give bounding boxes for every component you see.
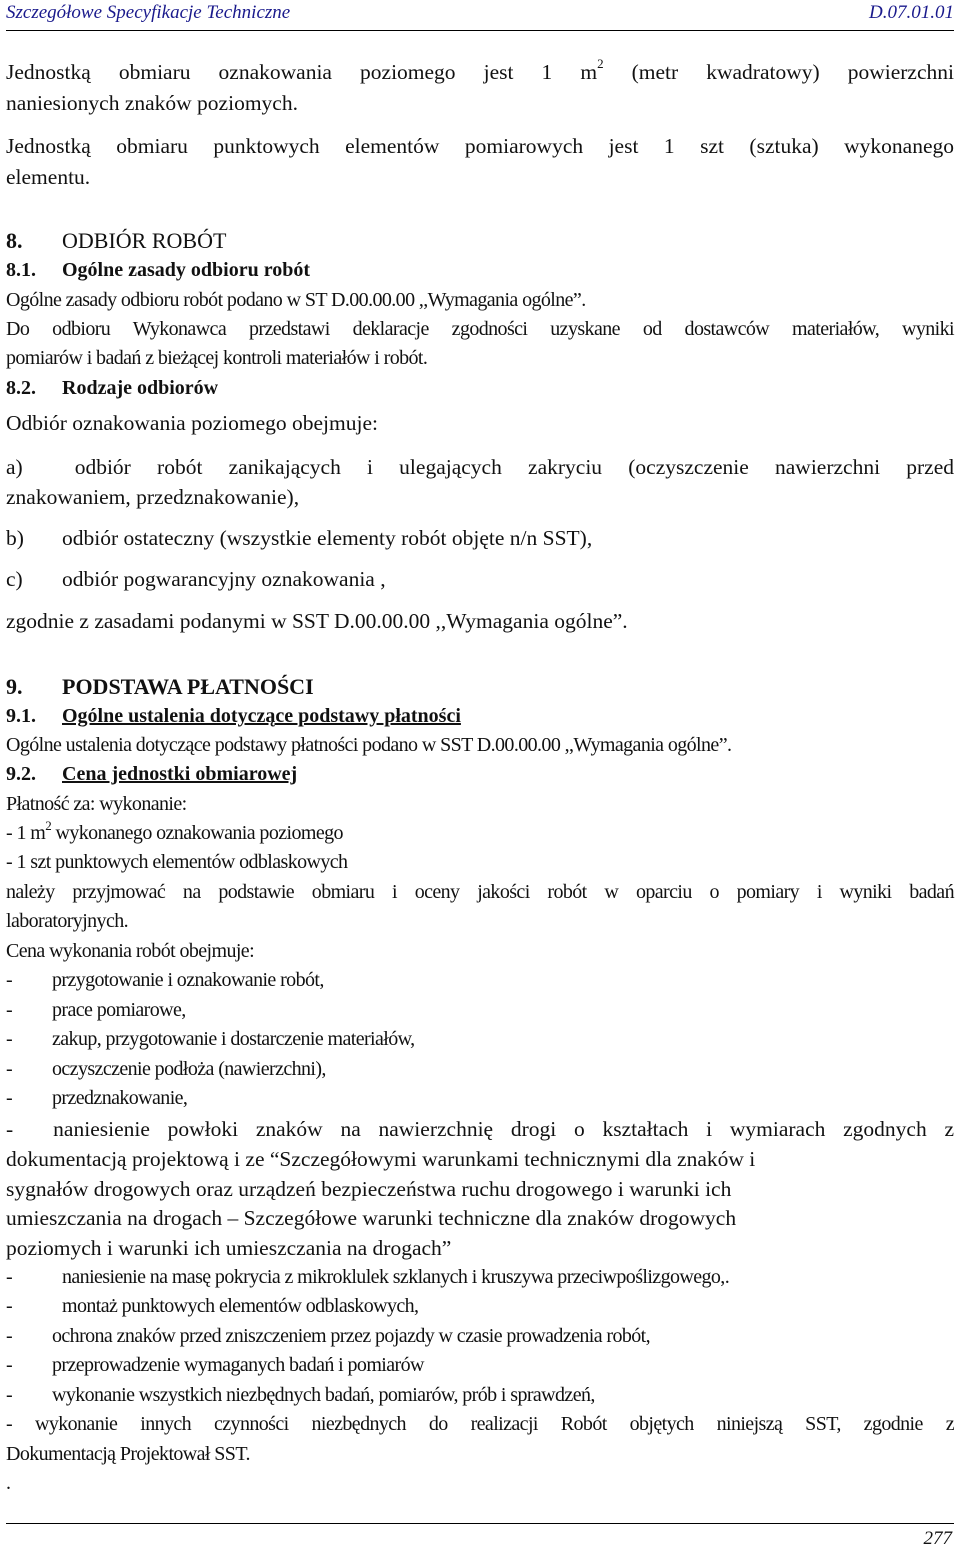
list-item: c) odbiór pogwarancyjny oznakowania , [6, 567, 386, 591]
list-item: - wykonanie wszystkich niezbędnych badań, pomiarów, prób i sprawdzeń, [6, 1384, 595, 1406]
paragraph-line: - 1 szt punktowych elementów odblaskowych [6, 851, 348, 873]
list-item-continuation: Dokumentacją Projektował SST. [6, 1443, 250, 1465]
list-item: - zakup, przygotowanie i dostarczenie materiałów, [6, 1028, 415, 1050]
list-item: - przeprowadzenie wymaganych badań i pomiarów [6, 1354, 424, 1376]
list-item: a) odbiór robót zanikających i ulegających zakryciu (oczyszczenie nawierzchni przed [6, 455, 954, 479]
subsection-heading: 8.2. Rodzaje odbiorów [6, 377, 219, 399]
paragraph-line: laboratoryjnych. [6, 910, 129, 932]
list-item: - montaż punktowych elementów odblaskowych, [6, 1295, 419, 1317]
list-item: b) odbiór ostateczny (wszystkie elementy robót objęte n/n SST), [6, 526, 593, 550]
document-code: D.07.01.01 [869, 2, 954, 23]
list-item: - oczyszczenie podłoża (nawierzchni), [6, 1058, 326, 1080]
list-item-continuation: umieszczania na drogach – Szczegółowe warunki techniczne dla znaków drogowych [6, 1206, 737, 1230]
paragraph-line: zgodnie z zasadami podanymi w SST D.00.00.00 ,,Wymagania ogólne”. [6, 609, 628, 633]
paragraph-line: należy przyjmować na podstawie obmiaru i oceny jakości robót w oparciu o pomiary i wyniki badań [6, 881, 954, 903]
paragraph-line: Do odbioru Wykonawca przedstawi deklaracje zgodności uzyskane od dostawców materiałów, wyniki [6, 318, 954, 340]
section-heading: 9. PODSTAWA PŁATNOŚCI [6, 674, 314, 699]
list-item: - przedznakowanie, [6, 1087, 188, 1109]
list-item: - naniesienie na masę pokrycia z mikroklulek szklanych i kruszywa przeciwpoślizgowego,. [6, 1266, 730, 1288]
list-item-continuation: znakowaniem, przedznakowanie), [6, 485, 300, 509]
paragraph-line: Płatność za: wykonanie: [6, 793, 187, 815]
paragraph-line: naniesionych znaków poziomych. [6, 91, 298, 115]
paragraph-line: pomiarów i badań z bieżącej kontroli materiałów i robót. [6, 347, 428, 369]
list-item: - ochrona znaków przed zniszczeniem przez pojazdy w czasie prowadzenia robót, [6, 1325, 651, 1347]
list-item-continuation: dokumentacją projektową i ze “Szczegółowymi warunkami technicznymi dla znaków i [6, 1147, 756, 1171]
section-heading: 8. ODBIÓR ROBÓT [6, 228, 227, 253]
paragraph-line: Jednostką obmiaru oznakowania poziomego jest 1 $m^2$ (metr kwadratowy) powierzchni [6, 56, 954, 84]
paragraph-line: Jednostką obmiaru punktowych elementów pomiarowych jest 1 szt (sztuka) wykonanego [6, 134, 954, 158]
trailing-dot: . [6, 1472, 11, 1494]
paragraph-line: Odbiór oznakowania poziomego obejmuje: [6, 411, 378, 435]
page-number: 277 [923, 1528, 952, 1549]
list-item-continuation: sygnałów drogowych oraz urządzeń bezpieczeństwa ruchu drogowego i warunki ich [6, 1177, 732, 1201]
paragraph-line: - 1 $m^2$ wykonanego oznakowania poziomego [6, 818, 343, 844]
subsection-heading: 8.1. Ogólne zasady odbioru robót [6, 259, 310, 281]
list-item-continuation: poziomych i warunki ich umieszczania na drogach” [6, 1236, 452, 1260]
page-header [6, 0, 954, 31]
subsection-heading: 9.1. Ogólne ustalenia dotyczące podstawy płatności [6, 705, 461, 727]
list-item: - naniesienie powłoki znaków na nawierzchnię drogi o kształtach i wymiarach zgodnych z [6, 1117, 954, 1141]
paragraph-line: elementu. [6, 165, 91, 189]
paragraph-line: Ogólne ustalenia dotyczące podstawy płatności podano w SST D.00.00.00 ,,Wymagania ogólne”. [6, 734, 732, 756]
paragraph-line: Ogólne zasady odbioru robót podano w ST D.00.00.00 ,,Wymagania ogólne”. [6, 289, 586, 311]
list-item: - prace pomiarowe, [6, 999, 186, 1021]
document-title: Szczegółowe Specyfikacje Techniczne [6, 2, 291, 23]
subsection-heading: 9.2. Cena jednostki obmiarowej [6, 763, 298, 785]
list-item: - wykonanie innych czynności niezbędnych do realizacji Robót objętych niniejszą SST, zgodnie z [6, 1413, 954, 1435]
list-item: - przygotowanie i oznakowanie robót, [6, 969, 324, 991]
paragraph-line: Cena wykonania robót obejmuje: [6, 940, 255, 962]
footer-rule [6, 1523, 954, 1524]
